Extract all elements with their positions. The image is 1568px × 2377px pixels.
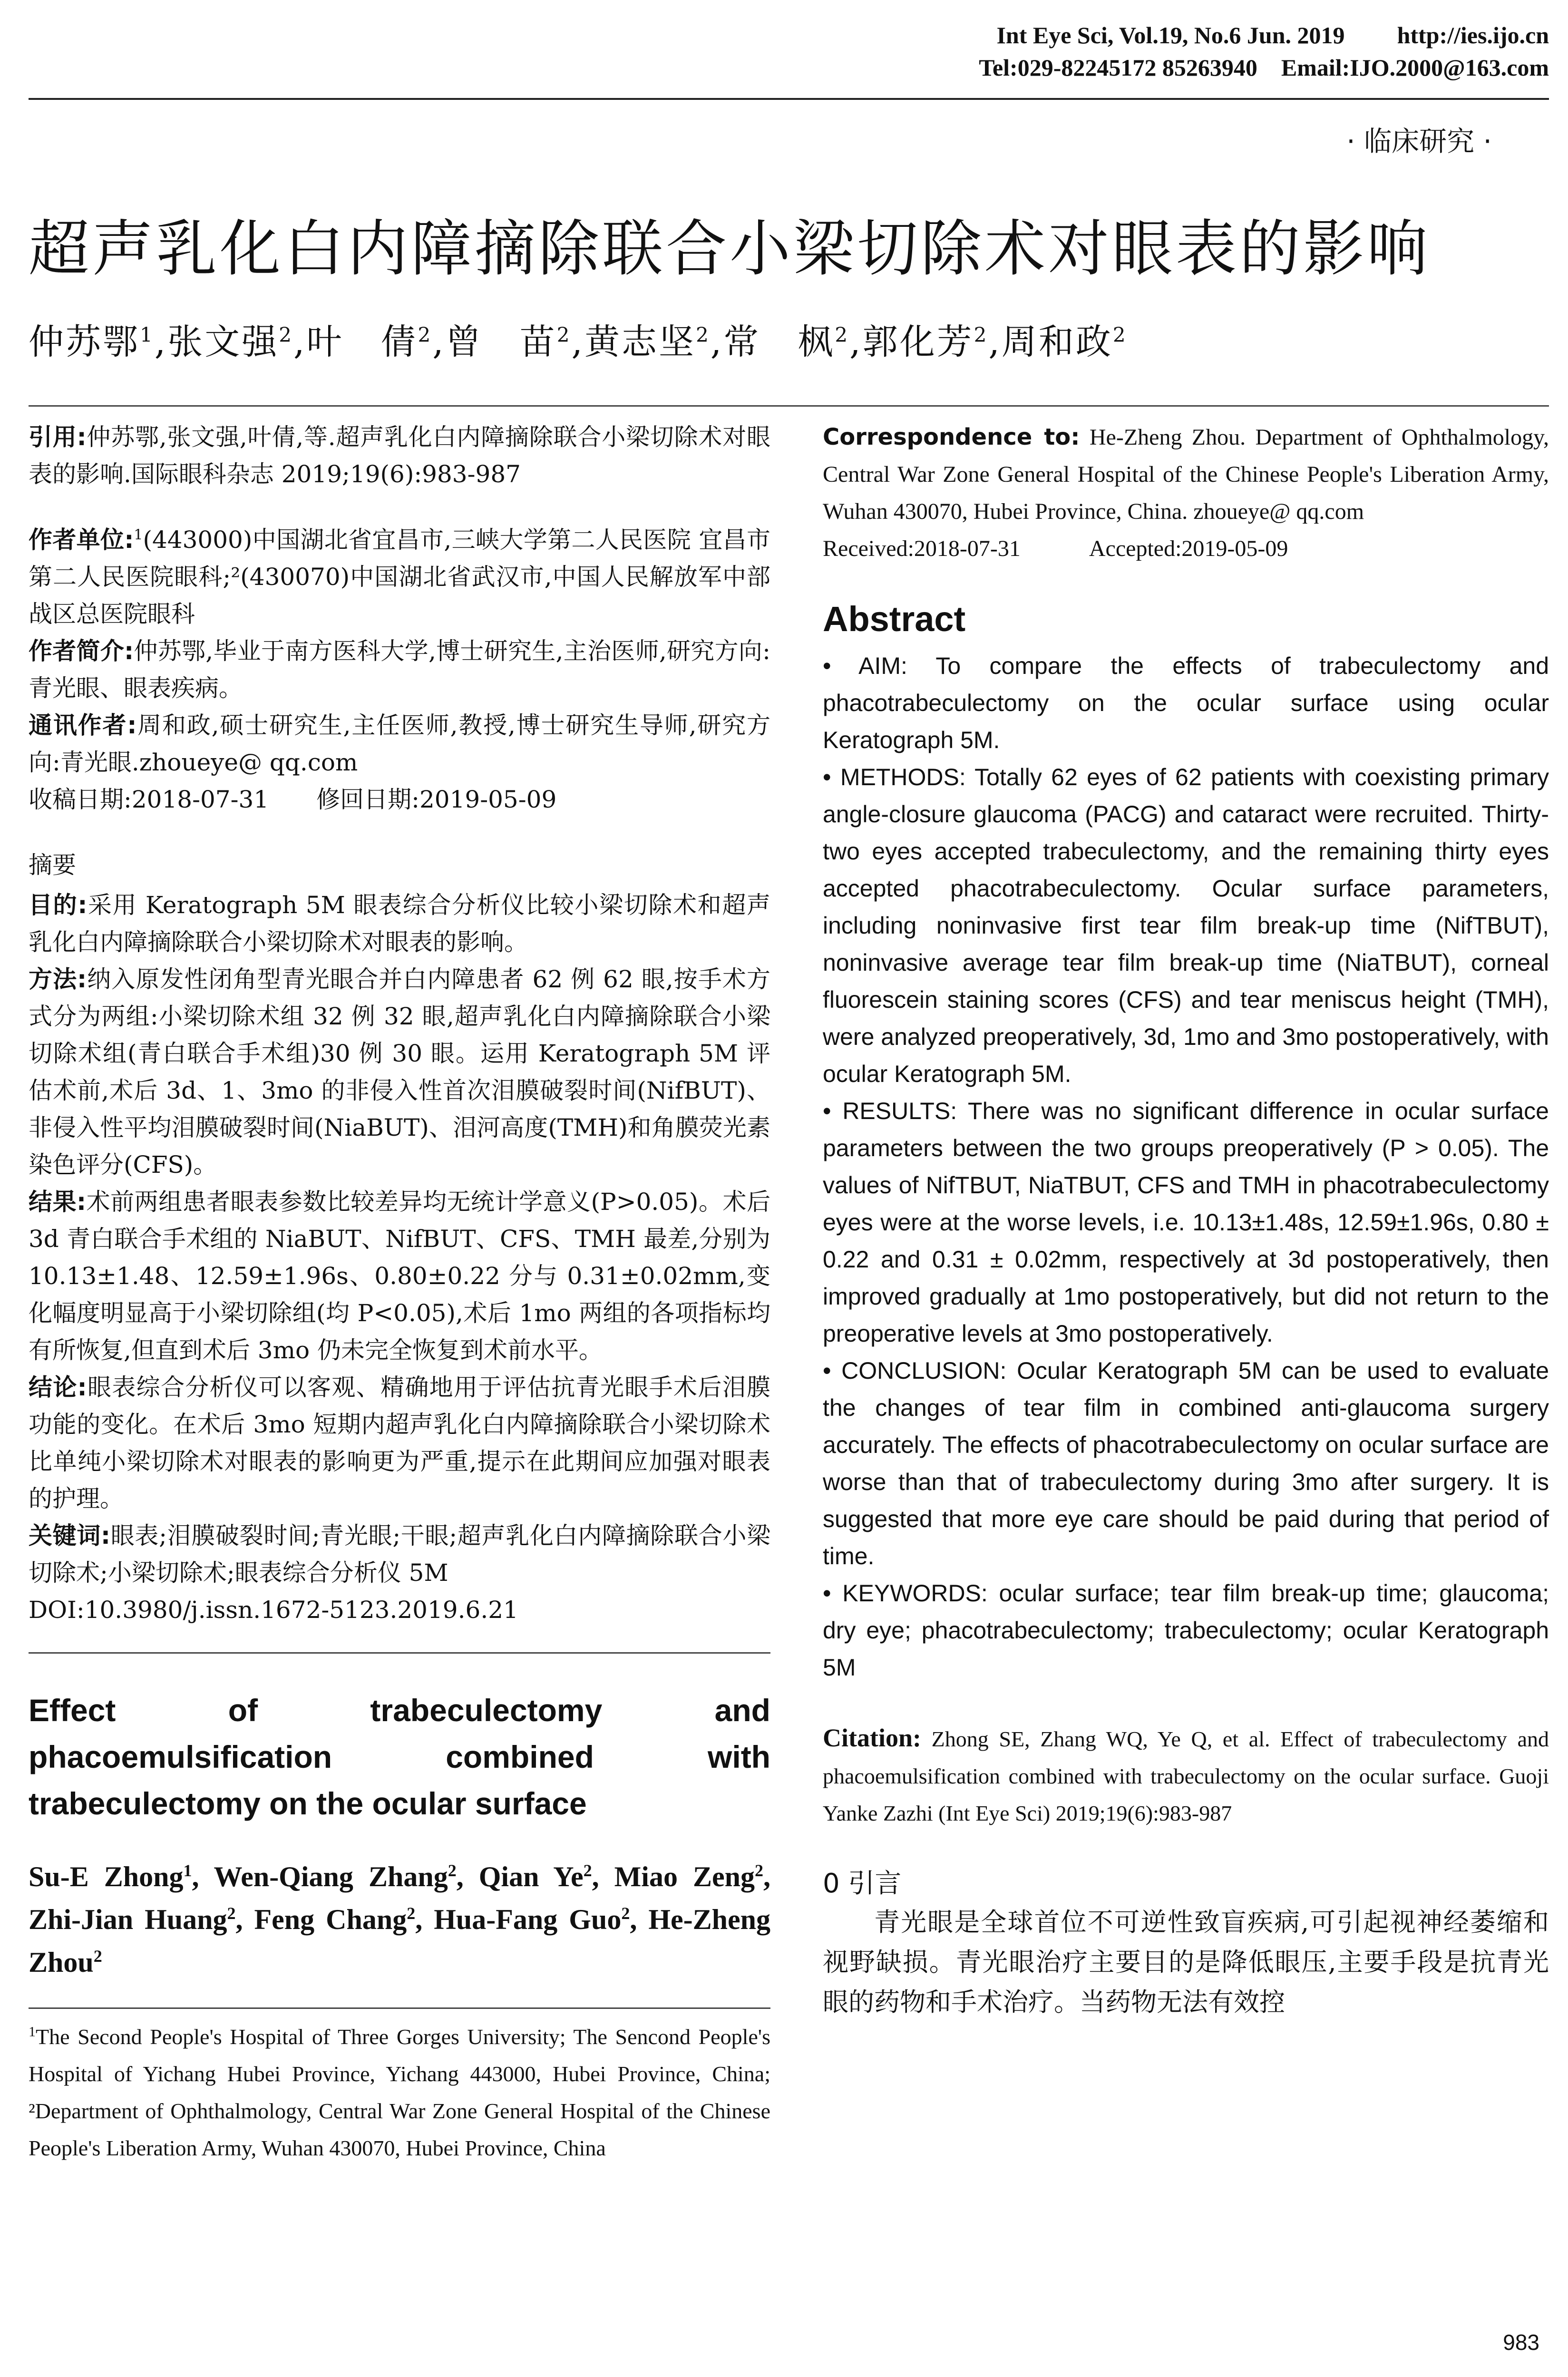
cn-keywords-text: 眼表;泪膜破裂时间;青光眼;干眼;超声乳化白内障摘除联合小梁切除术;小梁切除术;眼表综合分析仪 5M xyxy=(29,1522,770,1587)
cn-aim-text: 采用 Keratograph 5M 眼表综合分析仪比较小梁切除术和超声乳化白内障摘除联合小梁切除术对眼表的影响。 xyxy=(29,891,771,956)
citation-label: Citation: xyxy=(823,1724,921,1752)
author-cn: 常 枫 xyxy=(723,321,835,362)
cn-abstract-heading: 摘要 xyxy=(29,851,76,879)
author-sup: 2 xyxy=(755,1861,764,1880)
cn-conclusion-label: 结论: xyxy=(29,1374,87,1401)
author-en: Miao Zeng xyxy=(614,1861,755,1892)
author-sup: 2 xyxy=(696,323,711,347)
correspondence-text: He-Zheng Zhou. Department of Ophthalmology, Central War Zone General Hospital of the Chinese People's Liberation Army, Wuhan 430070, Hubei Province, China. zhoueye@ qq.com xyxy=(823,425,1549,524)
author-en: Wen-Qiang Zhang xyxy=(214,1861,448,1892)
intro-text: 青光眼是全球首位不可逆性致盲疾病,可引起视神经萎缩和视野缺损。青光眼治疗主要目的是降低眼压,主要手段是抗青光眼的药物和手术治疗。当药物无法有效控 xyxy=(823,1907,1549,2017)
correspondence xyxy=(823,419,1549,530)
author-sup: 2 xyxy=(93,1947,102,1966)
author-sup: 1 xyxy=(183,1861,192,1880)
cn-citation-text: 仲苏鄂,张文强,叶倩,等.超声乳化白内障摘除联合小梁切除术对眼表的影响.国际眼科杂志 2019;19(6):983-987 xyxy=(29,423,771,488)
cn-aim-label: 目的: xyxy=(29,891,88,919)
author-sup: 2 xyxy=(583,1861,592,1880)
cn-methods-text: 纳入原发性闭角型青光眼合并白内障患者 62 例 62 眼,按手术方式分为两组:小梁切除术组 32 例 32 眼,超声乳化白内障摘除联合小梁切除术组(青白联合手术组)30 例 30 眼。运用 Keratograph 5M 评估术前,术后 3d、1、3mo 的非侵入性首次泪膜破裂时间(NifBUT)、非侵入性平均泪膜破裂时间(NiaBUT)、泪河高度(TMH)和角膜荧光素染色评分(CFS)。 xyxy=(29,965,771,1179)
citation-text: Zhong SE, Zhang WQ, Ye Q, et al. Effect of trabeculectomy and phacoemulsification combined with trabeculectomy on the ocular surface. Guoji Yanke Zazhi (Int Eye Sci) 2019;19(6):983-987 xyxy=(823,1727,1549,1825)
affiliation-en: $^1$The Second People's Hospital of Three Gorges University; The Sencond People's Hospital of Yichang Hubei Province, Yichang 443000, Hubei Province, China; ²Department of Ophthalmology, Central War Zone General Hospital of the Chinese People's Liberation Army, Wuhan 430070, Hubei Province, China xyxy=(29,2024,770,2160)
author-cn: 黄志坚 xyxy=(584,321,696,362)
author-sup: 2 xyxy=(418,323,433,347)
abstract-aim: • AIM: To compare the effects of trabeculectomy and phacotrabeculectomy on the ocular surface using ocular Keratograph 5M. xyxy=(823,653,1549,753)
author-cn: 张文强 xyxy=(167,321,279,362)
author-sup: 1 xyxy=(140,323,155,347)
correspondence-label: Correspondence to: xyxy=(823,424,1080,450)
author-en: Su-E Zhong xyxy=(29,1861,184,1892)
cn-results xyxy=(29,1183,770,1369)
author-sup: 2 xyxy=(227,1904,236,1923)
author-sup: 2 xyxy=(1112,323,1128,347)
cn-aim xyxy=(29,887,770,961)
english-title: Effect of trabeculectomy and phacoemulsification combined with trabeculectomy on the ocular surface xyxy=(29,1693,770,1821)
author-cn: 仲苏鄂 xyxy=(29,321,140,362)
author-en: Hua-Fang Guo xyxy=(434,1904,622,1935)
affiliation-text: The Second People's Hospital of Three Gorges University; The Sencond People's Hospital of Yichang Hubei Province, Yichang 443000, Hubei Province, China; ²Department of Ophthalmology, Central War Zone General Hospital of the Chinese People's Liberation Army, Wuhan 430070, Hubei Province, China xyxy=(29,2025,770,2160)
cn-keywords xyxy=(29,1517,770,1591)
cn-bio-text: 仲苏鄂,毕业于南方医科大学,博士研究生,主治医师,研究方向:青光眼、眼表疾病。 xyxy=(29,637,770,702)
right-column xyxy=(823,419,1549,2022)
section-tag: · 临床研究 · xyxy=(1346,125,1492,157)
journal-tel: Tel:029-82245172 85263940 xyxy=(979,54,1257,81)
cn-unit: 作者单位:$^1$(443000)中国湖北省宜昌市,三峡大学第二人民医院 宜昌市第二人民医院眼科;²(430070)中国湖北省武汉市,中国人民解放军中部战区总医院眼科 xyxy=(29,526,771,628)
cn-results-label: 结果: xyxy=(29,1188,87,1216)
cn-corr xyxy=(29,707,770,781)
cn-bio xyxy=(29,633,770,707)
author-en: He-Zheng Zhou xyxy=(29,1904,771,1978)
authors-en: Su-E Zhong$^1$, Wen-Qiang Zhang$^2$, Qian Ye$^2$, Miao Zeng$^2$, Zhi-Jian Huang$^2$, Feng Chang$^2$, Hua-Fang Guo$^2$, He-Zheng Zhou$^2$ xyxy=(29,1861,771,1978)
authors-cn: 仲苏鄂$^1$,张文强$^2$,叶 倩$^2$,曾 苗$^2$,黄志坚$^2$,常 枫$^2$,郭化芳$^2$,周和政$^2$ xyxy=(29,321,1128,362)
author-sup: 2 xyxy=(556,323,572,347)
doi[interactable]: DOI:10.3980/j.issn.1672-5123.2019.6.21 xyxy=(29,1596,518,1624)
author-sup: 2 xyxy=(279,323,293,347)
author-sup: 2 xyxy=(974,323,989,347)
citation-en xyxy=(823,1719,1549,1832)
cn-conclusion-text: 眼表综合分析仪可以客观、精确地用于评估抗青光眼手术后泪膜功能的变化。在术后 3mo 短期内超声乳化白内障摘除联合小梁切除术比单纯小梁切除术对眼表的影响更为严重,提示在此期间应加强对眼表的护理。 xyxy=(29,1374,771,1512)
title-rule xyxy=(29,405,1549,407)
cn-methods xyxy=(29,961,770,1183)
author-sup: 2 xyxy=(835,323,850,347)
page-number: 983 xyxy=(1503,2330,1539,2355)
author-cn: 周和政 xyxy=(1001,321,1113,362)
left-column xyxy=(29,419,770,2167)
left-divider xyxy=(29,1652,770,1654)
cn-bio-label: 作者简介: xyxy=(29,637,134,665)
cn-keywords-label: 关键词: xyxy=(29,1522,111,1549)
cn-methods-label: 方法: xyxy=(29,965,87,993)
intro-heading: 0 引言 xyxy=(823,1868,902,1899)
cn-citation xyxy=(29,419,770,493)
page-title: 超声乳化白内障摘除联合小梁切除术对眼表的影响 xyxy=(29,214,1431,284)
cn-dates: 收稿日期:2018-07-31 修回日期:2019-05-09 xyxy=(29,786,557,813)
cn-corr-label: 通讯作者: xyxy=(29,711,137,739)
author-en: Qian Ye xyxy=(478,1861,584,1892)
header-rule xyxy=(29,98,1549,100)
journal-url[interactable]: http://ies.ijo.cn xyxy=(1397,22,1549,49)
affiliation-divider xyxy=(29,2007,770,2009)
abstract-results: • RESULTS: There was no significant difference in ocular surface parameters between the two groups preoperatively (P > 0.05). The values of NifTBUT, NiaTBUT, CFS and TMH in phacotrabeculectomy eyes were at the worse levels, i.e. 10.13±1.48s, 12.59±1.96s, 0.80 ± 0.22 and 0.31 ± 0.02mm, respectively at 3d postoperatively, then improved gradually at 1mo postoperatively, but did not return to the preoperative levels at 3mo postoperatively. xyxy=(823,1098,1549,1347)
author-en: Zhi-Jian Huang xyxy=(29,1904,227,1935)
author-en: Feng Chang xyxy=(254,1904,407,1935)
abstract-heading: Abstract xyxy=(823,599,966,639)
journal-email[interactable]: Email:IJO.2000@163.com xyxy=(1281,54,1549,81)
abstract-keywords: • KEYWORDS: ocular surface; tear film break-up time; glaucoma; dry eye; phacotrabeculectomy; trabeculectomy; ocular Keratograph 5M xyxy=(823,1580,1549,1681)
cn-conclusion xyxy=(29,1369,770,1517)
abstract-methods: • METHODS: Totally 62 eyes of 62 patients with coexisting primary angle-closure glaucoma (PACG) and cataract were recruited. Thirty-two eyes accepted trabeculectomy, and the remaining thirty eyes accepted phacotrabeculectomy. Ocular surface parameters, including noninvasive first tear film break-up time (NifTBUT), noninvasive average tear film break-up time (NiaTBUT), corneal fluorescein staining scores (CFS) and tear meniscus height (TMH), were analyzed preoperatively, 3d, 1mo and 3mo postoperatively, with ocular Keratograph 5M. xyxy=(823,764,1549,1087)
journal-header xyxy=(979,19,1549,84)
cn-corr-text: 周和政,硕士研究生,主任医师,教授,博士研究生导师,研究方向:青光眼.zhoueye@ qq.com xyxy=(29,711,771,776)
author-cn: 郭化芳 xyxy=(862,321,974,362)
cn-results-text: 术前两组患者眼表参数比较差异均无统计学意义(P>0.05)。术后 3d 青白联合手术组的 NiaBUT、NifBUT、CFS、TMH 最差,分别为 10.13±1.48、12.59±1.96s、0.80±0.22 分与 0.31±0.02mm,变化幅度明显高于小梁切除组(均 P<0.05),术后 1mo 两组的各项指标均有所恢复,但直到术后 3mo 仍未完全恢复到术前水平。 xyxy=(29,1188,770,1364)
abstract-conclusion: • CONCLUSION: Ocular Keratograph 5M can be used to evaluate the changes of tear film in combined anti-glaucoma surgery accurately. The effects of phacotrabeculectomy on ocular surface are worse than that of trabeculectomy during 3mo after surgery. It is suggested that more eye care should be paid during that period of time. xyxy=(823,1357,1549,1569)
author-sup: 2 xyxy=(448,1861,457,1880)
journal-info: Int Eye Sci, Vol.19, No.6 Jun. 2019 xyxy=(996,22,1345,49)
cn-citation-label: 引用: xyxy=(29,423,87,451)
dates-en: Received:2018-07-31 Accepted:2019-05-09 xyxy=(823,536,1288,561)
author-cn: 曾 苗 xyxy=(445,321,557,362)
author-sup: 2 xyxy=(621,1904,630,1923)
cn-unit-text: (443000)中国湖北省宜昌市,三峡大学第二人民医院 宜昌市第二人民医院眼科;²(430070)中国湖北省武汉市,中国人民解放军中部战区总医院眼科 xyxy=(29,526,771,628)
author-cn: 叶 倩 xyxy=(306,321,418,362)
author-sup: 2 xyxy=(407,1904,416,1923)
cn-unit-label: 作者单位: xyxy=(29,526,134,554)
